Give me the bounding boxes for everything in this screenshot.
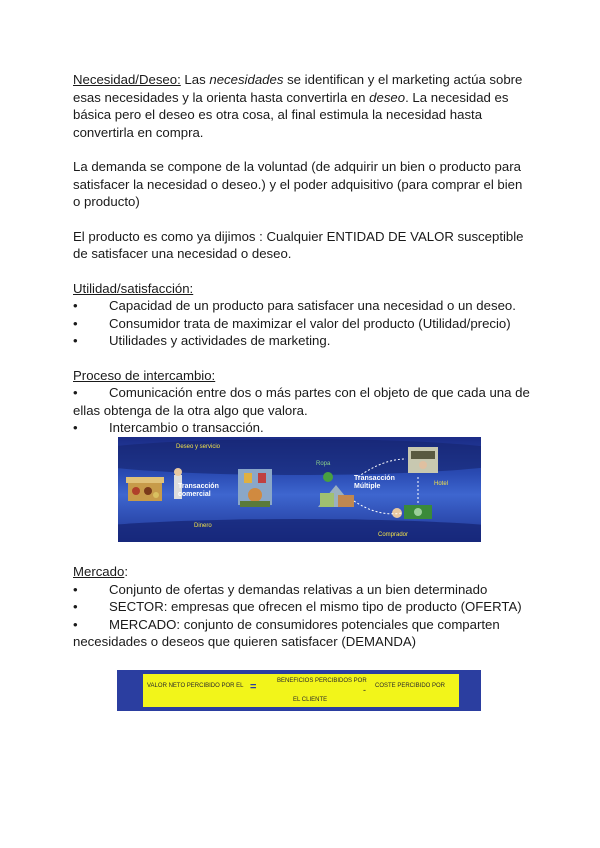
list-item	[73, 297, 533, 315]
heading-utilidad: Utilidad/satisfacción:	[73, 280, 194, 296]
label-ropa: Ropa	[316, 461, 331, 467]
emphasis-necesidades: necesidades	[209, 72, 284, 87]
label-hotel: Hotel	[434, 481, 449, 487]
text: Las	[180, 72, 210, 87]
list-item-text: Capacidad de un producto para satisfacer una necesidad o un deseo.	[109, 298, 516, 313]
list-item	[73, 315, 533, 333]
list-item-text: Consumidor trata de maximizar el valor del producto (Utilidad/precio)	[109, 315, 511, 331]
hotel-icon	[408, 447, 438, 473]
value-formula-box	[143, 674, 459, 707]
list-item-text: Utilidades y actividades de marketing.	[109, 333, 331, 348]
exchange-illustration-art	[118, 437, 481, 542]
bullet: •	[73, 581, 78, 597]
bullet: •	[73, 599, 78, 614]
formula-mid-top: BENEFICIOS PERCIBIDOS POR	[277, 678, 367, 684]
label-deseo: Deseo y servicio	[176, 444, 221, 450]
formula-minus: -	[363, 685, 366, 695]
list-item-text: SECTOR: empresas que ofrecen el mismo tipo de producto (OFERTA)	[109, 599, 522, 614]
bullet: •	[73, 315, 78, 331]
text: . La necesidad es básica pero el deseo es otra cosa, al final estimula la necesidad hasta convertirla en compra.	[73, 89, 509, 140]
label-transaccion-comercial: Transacción comercial	[178, 483, 219, 498]
list-item	[73, 598, 533, 616]
formula-mid-bottom: EL CLIENTE	[293, 697, 328, 703]
text: se identifican y el marketing actúa sobre esas necesidades y la orienta hasta convertirla en	[73, 72, 523, 105]
list-item-text: MERCADO: conjunto de consumidores potenciales que comparten necesidades o deseos que quieren satisfacer (DEMANDA)	[73, 616, 500, 649]
bullet: •	[73, 385, 78, 400]
market-stall-icon	[126, 477, 164, 501]
label-transaccion-multiple: Transacción Múltiple	[354, 475, 395, 490]
heading-mercado-line	[73, 563, 533, 581]
formula-equals: =	[250, 681, 257, 693]
list-item	[73, 581, 533, 599]
list-item-text: Conjunto de ofertas y demandas relativas a un bien determinado	[109, 581, 488, 597]
formula-left: VALOR NETO PERCIBIDO POR EL	[147, 683, 244, 689]
document-body	[73, 71, 533, 437]
paragraph-demanda: La demanda se compone de la voluntad (de adquirir un bien o producto para satisfacer la necesidad o deseo.) y el poder adquisitivo (para comprar el bien o producto)	[73, 159, 523, 209]
bullet: •	[73, 420, 78, 435]
list-item	[73, 616, 533, 651]
list-item-text: Comunicación entre dos o más partes con el objeto de que cada una de ellas obtenga de la otra algo que valora.	[73, 385, 530, 418]
mercado-section	[73, 563, 533, 651]
formula-right: COSTE PERCIBIDO POR	[375, 683, 446, 689]
list-item	[73, 384, 533, 419]
heading-necesidad: Necesidad/Deseo:	[73, 72, 181, 87]
money-icon	[392, 505, 432, 519]
bullet: •	[73, 333, 78, 348]
paragraph-producto: El producto es como ya dijimos : Cualquier ENTIDAD DE VALOR susceptible de satisfacer una necesidad o deseo.	[73, 228, 524, 261]
colon: :	[124, 564, 128, 579]
town-icon	[238, 469, 272, 507]
bullet: •	[73, 616, 78, 632]
paragraph-necesidad	[73, 71, 533, 141]
emphasis-deseo: deseo	[369, 89, 406, 105]
value-formula-figure	[117, 670, 481, 711]
list-item	[73, 332, 533, 350]
village-icon	[318, 472, 354, 507]
label-dinero: Dinero	[194, 523, 212, 529]
list-item	[73, 419, 533, 437]
label-comprador: Comprador	[378, 532, 409, 538]
exchange-illustration	[118, 437, 481, 542]
list-item-text: Intercambio o transacción.	[109, 420, 264, 435]
bullet: •	[73, 298, 78, 313]
heading-intercambio: Proceso de intercambio:	[73, 367, 216, 383]
heading-mercado: Mercado	[73, 564, 125, 579]
